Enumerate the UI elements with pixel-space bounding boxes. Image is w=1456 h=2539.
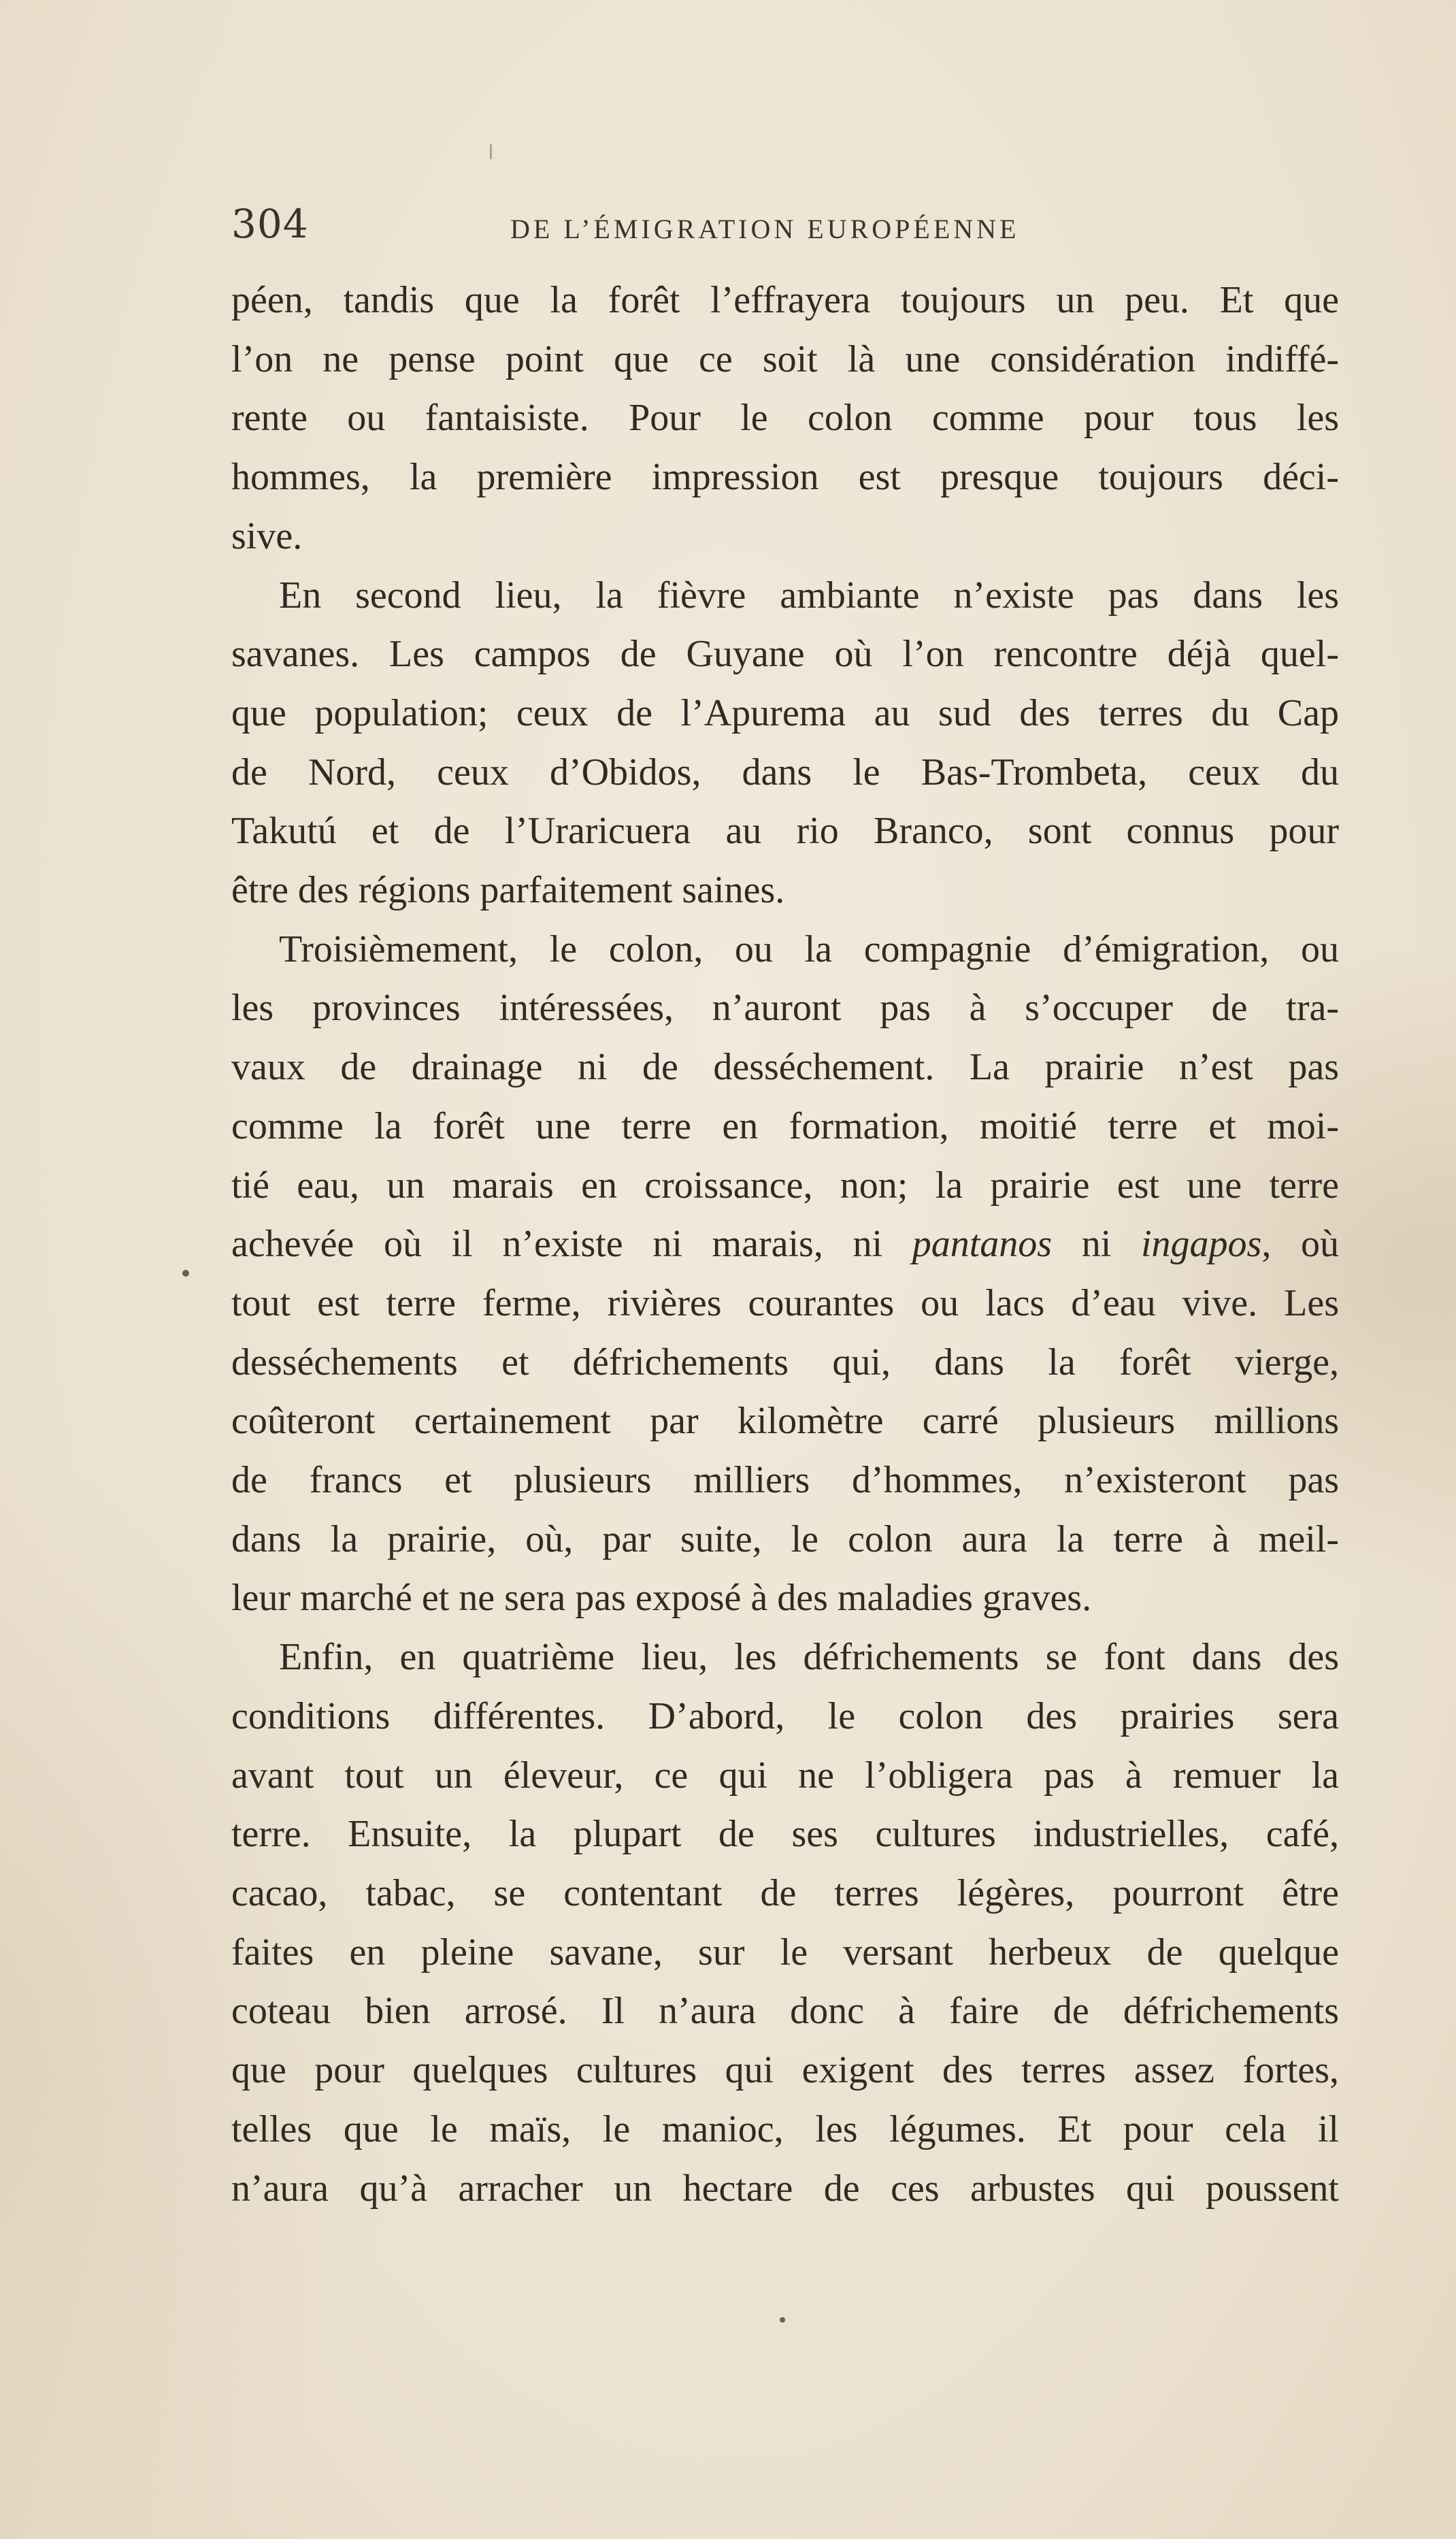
text-line: Troisièmement, le colon, ou la compagnie d’émigration, ou [279, 928, 1339, 970]
text-line: péen, tandis que la forêt l’effrayera toujours un peu. Et que [231, 279, 1339, 321]
page-header [231, 201, 1334, 255]
text-line: Enfin, en quatrième lieu, les défrichements se font dans des [279, 1636, 1339, 1679]
text-line: comme la forêt une terre en formation, moitié terre et moi- [231, 1104, 1339, 1147]
text-line: n’aura qu’à arracher un hectare de ces arbustes qui poussent [231, 2167, 1339, 2210]
text-line: cacao, tabac, se contentant de terres légères, pourront être [231, 1871, 1339, 1914]
body-text [231, 271, 1339, 2218]
text-line: dans la prairie, où, par suite, le colon aura la terre à meil- [231, 1518, 1339, 1560]
text-line: tout est terre ferme, rivières courantes ou lacs d’eau vive. Les [231, 1281, 1339, 1324]
text-line: tié eau, un marais en croissance, non; la prairie est une terre [231, 1164, 1339, 1207]
text-fragment: achevée où il n’existe ni marais, ni [231, 1223, 912, 1266]
italic-term-ingapos: ingapos [1140, 1223, 1262, 1266]
ink-speck [780, 2317, 785, 2323]
text-line: sive. [231, 514, 303, 557]
text-line: telles que le maïs, le manioc, les légumes. Et pour cela il [231, 2108, 1339, 2150]
text-line: rente ou fantaisiste. Pour le colon comme pour tous les [231, 397, 1339, 440]
text-line: desséchements et défrichements qui, dans la forêt vierge, [231, 1341, 1339, 1383]
ink-speck [182, 1270, 189, 1277]
text-line: coteau bien arrosé. Il n’aura donc à faire de défrichements [231, 1990, 1339, 2033]
page-number: 304 [231, 201, 309, 247]
text-line: de Nord, ceux d’Obidos, dans le Bas-Trombeta, ceux du [231, 751, 1339, 793]
text-line: avant tout un éleveur, ce qui ne l’obligera pas à remuer la [231, 1754, 1339, 1797]
text-line: terre. Ensuite, la plupart de ses cultures industrielles, café, [231, 1813, 1339, 1856]
text-fragment: ni [1052, 1223, 1141, 1266]
text-fragment: , où [1261, 1223, 1339, 1266]
text-line: En second lieu, la fièvre ambiante n’existe pas dans les [279, 574, 1339, 617]
text-line: faites en pleine savane, sur le versant herbeux de quelque [231, 1931, 1339, 1973]
text-line: que pour quelques cultures qui exigent des terres assez fortes, [231, 2049, 1339, 2092]
text-line: que population; ceux de l’Apurema au sud des terres du Cap [231, 691, 1339, 734]
text-line: de francs et plusieurs milliers d’hommes, n’existeront pas [231, 1459, 1339, 1502]
paper-mark [490, 144, 492, 159]
text-line: l’on ne pense point que ce soit là une considération indiffé- [231, 338, 1339, 380]
text-line: conditions différentes. D’abord, le colon des prairies sera [231, 1694, 1339, 1737]
running-head: DE L’ÉMIGRATION EUROPÉENNE [510, 214, 1020, 244]
text-line: Takutú et de l’Uraricuera au rio Branco, sont connus pour [231, 810, 1339, 853]
text-line: hommes, la première impression est presque toujours déci- [231, 456, 1339, 499]
text-line: les provinces intéressées, n’auront pas à s’occuper de tra- [231, 987, 1339, 1030]
text-line: vaux de drainage ni de desséchement. La prairie n’est pas [231, 1046, 1339, 1089]
text-line: savanes. Les campos de Guyane où l’on rencontre déjà quel- [231, 633, 1339, 676]
italic-term-pantanos: pantanos [912, 1223, 1053, 1266]
text-line: coûteront certainement par kilomètre carré plusieurs millions [231, 1400, 1339, 1443]
text-line-with-italics [231, 1215, 1339, 1274]
text-line: leur marché et ne sera pas exposé à des maladies graves. [231, 1577, 1092, 1620]
text-line: être des régions parfaitement saines. [231, 869, 785, 912]
